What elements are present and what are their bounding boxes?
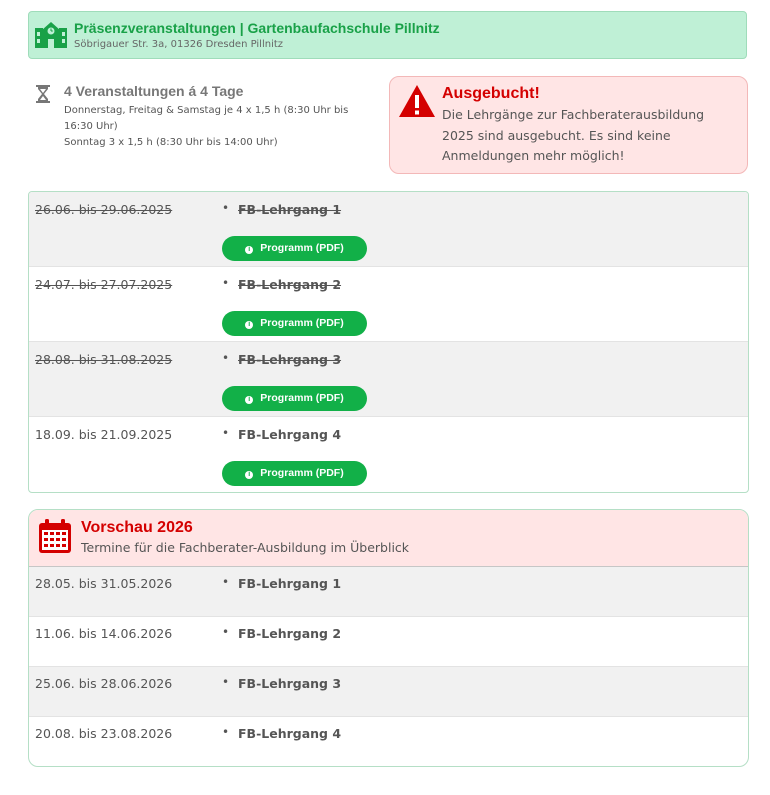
schedule-sunday-times: Sonntag 3 x 1,5 h (8:30 Uhr bis 14:00 Uhr)	[64, 137, 278, 148]
info-icon: i	[245, 321, 253, 329]
table-row: 25.06. bis 28.06.2026 • FB-Lehrgang 3	[29, 667, 748, 717]
course-date: 28.08. bis 31.08.2025	[35, 352, 173, 367]
venue-address: Söbrigauer Str. 3a, 01326 Dresden Pillnitz	[74, 39, 284, 50]
course-date: 25.06. bis 28.06.2026	[35, 676, 173, 691]
course-name: FB-Lehrgang 1	[238, 576, 342, 591]
program-pdf-button[interactable]: i Programm (PDF)	[222, 236, 367, 261]
course-date: 24.07. bis 27.07.2025	[35, 277, 173, 292]
calendar-icon	[38, 518, 72, 558]
info-icon: i	[245, 471, 253, 479]
table-row: 24.07. bis 27.07.2025 • FB-Lehrgang 2 i Programm (PDF)	[29, 267, 748, 342]
preview-header	[29, 510, 748, 567]
course-name: FB-Lehrgang 3	[238, 676, 342, 691]
course-name: FB-Lehrgang 2	[238, 277, 342, 292]
info-icon: i	[245, 246, 253, 254]
program-pdf-button[interactable]: i Programm (PDF)	[222, 461, 367, 486]
table-row: 28.08. bis 31.08.2025 • FB-Lehrgang 3 i Programm (PDF)	[29, 342, 748, 417]
course-name: FB-Lehrgang 4	[238, 427, 342, 442]
hourglass-icon	[36, 85, 50, 107]
program-pdf-button[interactable]: i Programm (PDF)	[222, 386, 367, 411]
course-date: 28.05. bis 31.05.2026	[35, 576, 173, 591]
course-date: 20.08. bis 23.08.2026	[35, 726, 173, 741]
table-row: 18.09. bis 21.09.2025 • FB-Lehrgang 4 i Programm (PDF)	[29, 417, 748, 492]
schedule-weekday-times: Donnerstag, Freitag & Samstag je 4 x 1,5 h (8:30 Uhr bis 16:30 Uhr)	[64, 105, 349, 132]
school-building-icon	[35, 20, 67, 52]
schedule-heading: 4 Veranstaltungen á 4 Tage	[64, 83, 244, 99]
course-date: 26.06. bis 29.06.2025	[35, 202, 173, 217]
alert-text: Die Lehrgänge zur Fachberaterausbildung 2025 sind ausgebucht. Es sind keine Anmeldungen mehr möglich!	[442, 107, 705, 163]
course-name: FB-Lehrgang 3	[238, 352, 342, 367]
course-name: FB-Lehrgang 4	[238, 726, 342, 741]
table-row: 20.08. bis 23.08.2026 • FB-Lehrgang 4	[35, 725, 342, 741]
program-pdf-button[interactable]: i Programm (PDF)	[222, 311, 367, 336]
venue-title: Präsenzveranstaltungen | Gartenbaufachschule Pillnitz	[74, 20, 440, 36]
venue-banner	[28, 11, 747, 59]
preview-title: Vorschau 2026	[81, 519, 193, 536]
course-date: 11.06. bis 14.06.2026	[35, 626, 173, 641]
booked-out-alert	[389, 76, 748, 174]
course-date: 18.09. bis 21.09.2025	[35, 427, 173, 442]
courses-2025-table	[28, 191, 749, 493]
alert-title: Ausgebucht!	[442, 85, 540, 102]
info-icon: i	[245, 396, 253, 404]
table-row: 11.06. bis 14.06.2026 • FB-Lehrgang 2	[29, 617, 748, 667]
preview-2026-panel	[28, 509, 749, 767]
table-row: 28.05. bis 31.05.2026 • FB-Lehrgang 1	[29, 567, 748, 617]
table-row: 26.06. bis 29.06.2025 • FB-Lehrgang 1 i Programm (PDF)	[29, 192, 748, 267]
course-name: FB-Lehrgang 2	[238, 626, 342, 641]
preview-subtitle: Termine für die Fachberater-Ausbildung im Überblick	[81, 540, 410, 555]
course-name: FB-Lehrgang 1	[238, 202, 342, 217]
warning-icon	[398, 84, 436, 122]
